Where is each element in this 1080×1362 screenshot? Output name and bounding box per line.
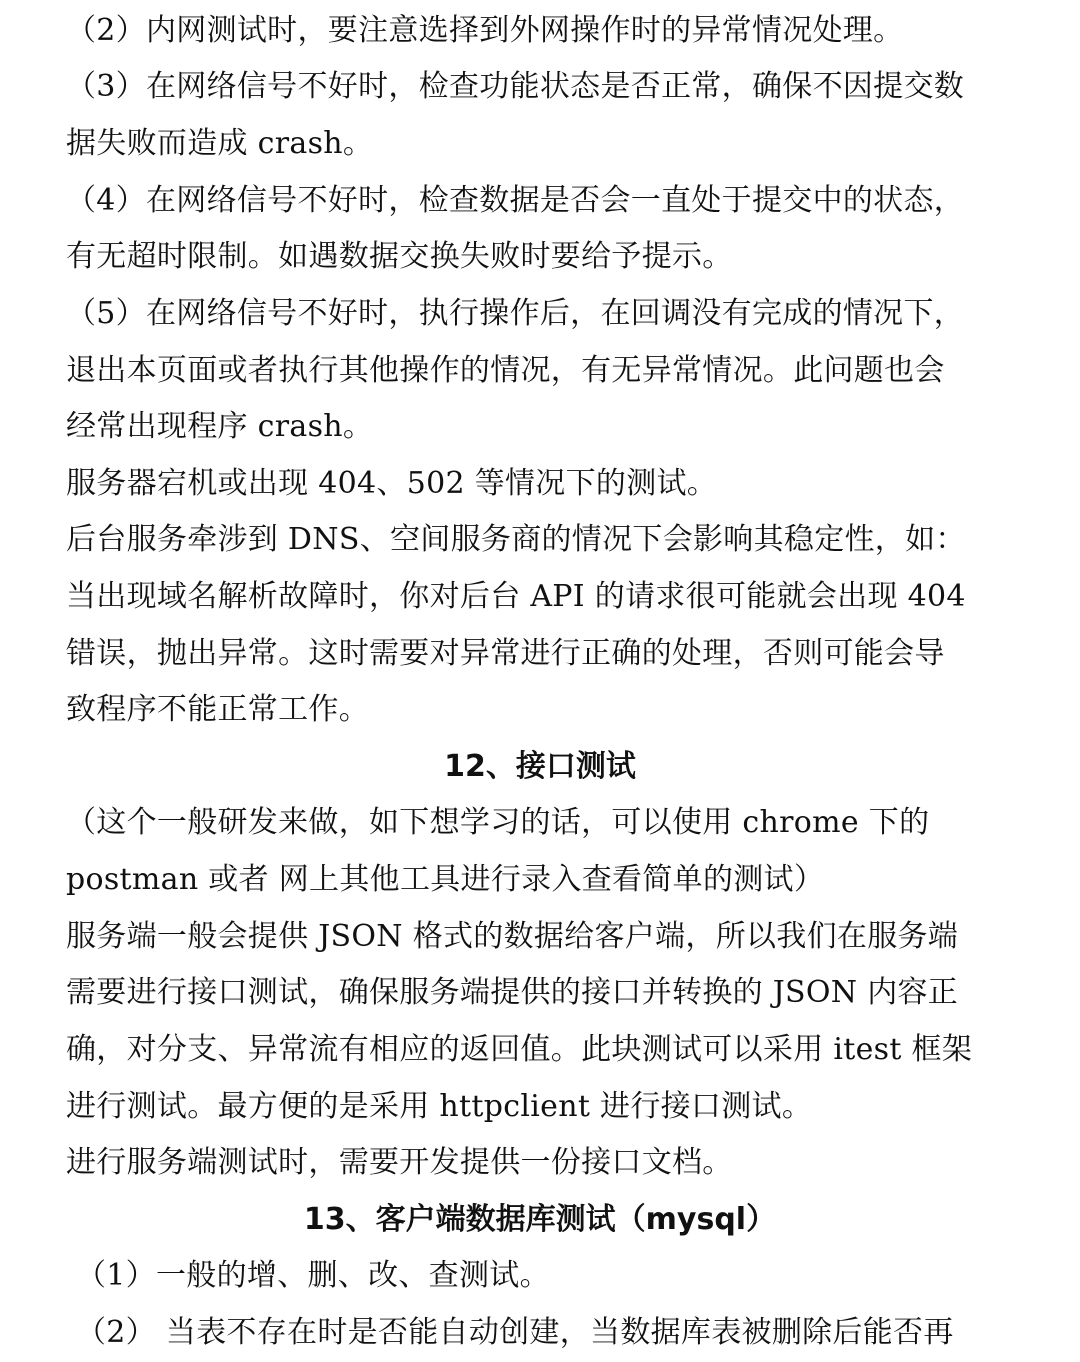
paragraph-line: 错误，抛出异常。这时需要对异常进行正确的处理，否则可能会导 bbox=[66, 636, 945, 671]
section-heading-13: 13、客户端数据库测试（mysql） bbox=[303, 1202, 777, 1237]
paragraph-line: 服务端一般会提供 JSON 格式的数据给客户端，所以我们在服务端 bbox=[66, 919, 959, 954]
paragraph-line: 确，对分支、异常流有相应的返回值。此块测试可以采用 itest 框架 bbox=[66, 1032, 973, 1067]
paragraph-line: postman 或者 网上其他工具进行录入查看简单的测试） bbox=[66, 862, 825, 897]
section-heading-12: 12、接口测试 bbox=[444, 749, 636, 784]
paragraph-line: 进行测试。最方便的是采用 httpclient 进行接口测试。 bbox=[66, 1089, 813, 1124]
paragraph-line: （这个一般研发来做，如下想学习的话，可以使用 chrome 下的 bbox=[66, 805, 930, 840]
paragraph-line: 致程序不能正常工作。 bbox=[66, 692, 369, 727]
paragraph-line: 经常出现程序 crash。 bbox=[66, 409, 374, 444]
paragraph-line: 需要进行接口测试，确保服务端提供的接口并转换的 JSON 内容正 bbox=[66, 975, 959, 1010]
paragraph-line: 有无超时限制。如遇数据交换失败时要给予提示。 bbox=[66, 239, 733, 274]
paragraph-line: 当出现域名解析故障时，你对后台 API 的请求很可能就会出现 404 bbox=[66, 579, 966, 614]
paragraph-line: （2）内网测试时，要注意选择到外网操作时的异常情况处理。 bbox=[66, 13, 904, 48]
paragraph-line: （4）在网络信号不好时，检查数据是否会一直处于提交中的状态， bbox=[66, 183, 965, 218]
paragraph-line: 据失败而造成 crash。 bbox=[66, 126, 374, 161]
paragraph-line: 服务器宕机或出现 404、502 等情况下的测试。 bbox=[66, 466, 718, 501]
paragraph-line: 后台服务牵涉到 DNS、空间服务商的情况下会影响其稳定性，如： bbox=[66, 522, 966, 557]
paragraph-line: （1）一般的增、删、改、查测试。 bbox=[76, 1258, 550, 1293]
paragraph-line: 进行服务端测试时，需要开发提供一份接口文档。 bbox=[66, 1145, 733, 1180]
paragraph-line: 退出本页面或者执行其他操作的情况，有无异常情况。此问题也会 bbox=[66, 353, 945, 388]
paragraph-line: （3）在网络信号不好时，检查功能状态是否正常，确保不因提交数 bbox=[66, 69, 965, 104]
paragraph-line: （5）在网络信号不好时，执行操作后，在回调没有完成的情况下， bbox=[66, 296, 965, 331]
paragraph-line: （2） 当表不存在时是否能自动创建，当数据库表被删除后能否再 bbox=[76, 1315, 954, 1350]
